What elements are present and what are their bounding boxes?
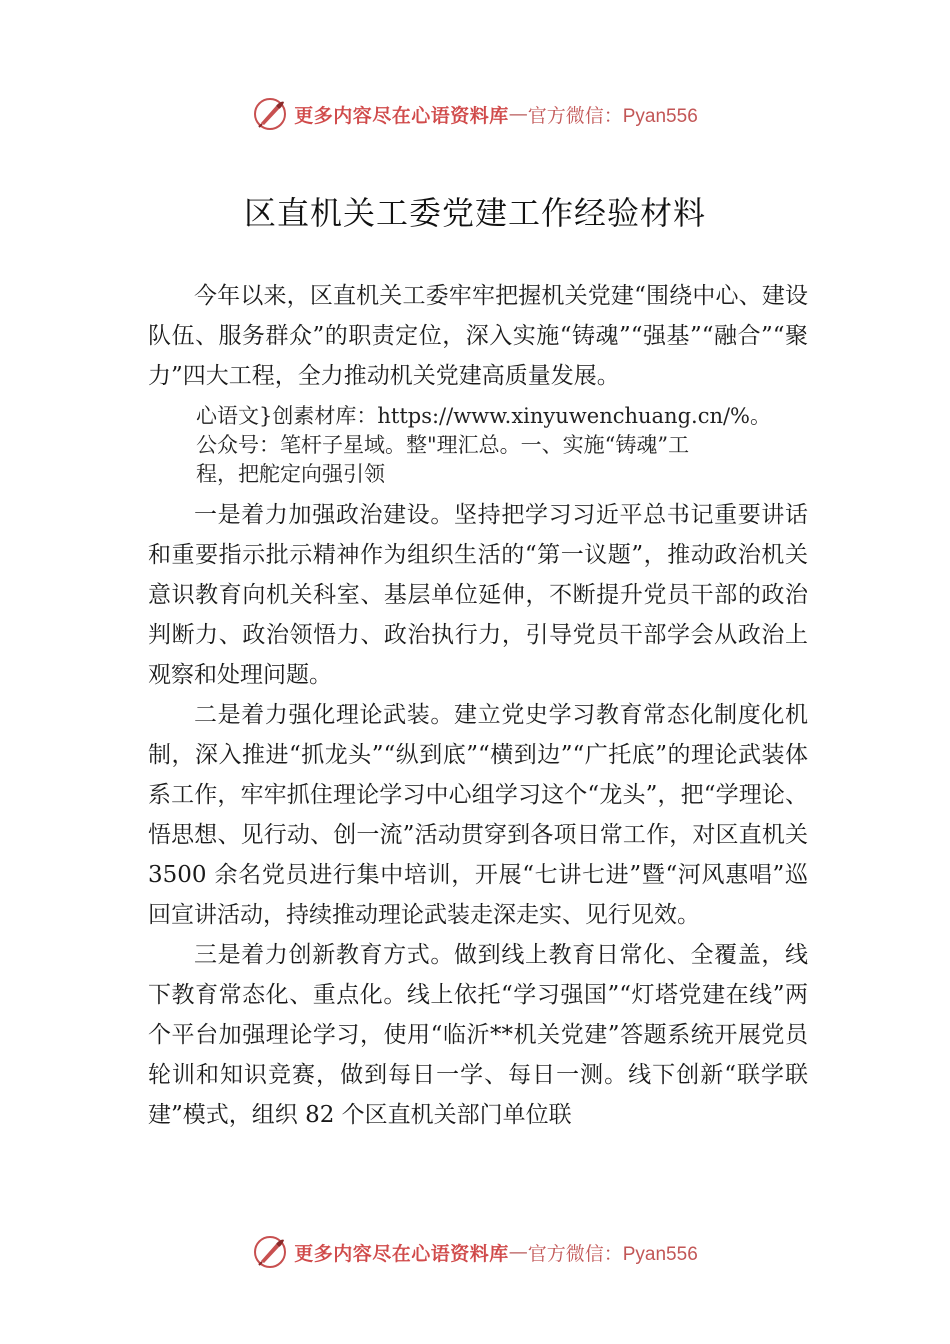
source-note: [196, 402, 808, 489]
document-body: [148, 276, 808, 1135]
banner-text: 更多内容尽在心语资料库: [294, 1242, 509, 1265]
quill-pen-seal-icon: [252, 96, 288, 132]
banner-separator: —: [508, 103, 528, 125]
paragraph-1: 一是着力加强政治建设。坚持把学习习近平总书记重要讲话和重要指示批示精神作为组织生活的“第一议题”，推动政治机关意识教育向机关科室、基层单位延伸，不断提升党员干部的政治判断力、政治领悟力、政治执行力，引导党员干部学会从政治上观察和处理问题。: [148, 502, 808, 688]
footer-banner: [0, 1232, 950, 1272]
banner-text: 更多内容尽在心语资料库: [294, 104, 509, 127]
source-note-line: 心语文}创素材库：https://www.xinyuwenchuang.cn/%。: [196, 404, 772, 428]
source-note-line: 程，把舵定向强引领: [196, 462, 385, 486]
document-title: 区直机关工委党建工作经验材料: [243, 194, 706, 232]
banner-contact: 官方微信：Pyan556: [527, 105, 698, 127]
banner-contact: 官方微信：Pyan556: [527, 1243, 698, 1265]
banner-separator: —: [508, 1241, 528, 1263]
quill-pen-seal-icon: [252, 1234, 288, 1270]
header-banner: [0, 94, 950, 134]
paragraph-3: 三是着力创新教育方式。做到线上教育日常化、全覆盖，线下教育常态化、重点化。线上依托“学习强国”“灯塔党建在线”两个平台加强理论学习，使用“临沂**机关党建”答题系统开展党员轮训和知识竞赛，做到每日一学、每日一测。线下创新“联学联建”模式，组织 82 个区直机关部门单位联: [148, 942, 808, 1128]
intro-paragraph: 今年以来，区直机关工委牢牢把握机关党建“围绕中心、建设队伍、服务群众”的职责定位，深入实施“铸魂”“强基”“融合”“聚力”四大工程，全力推动机关党建高质量发展。: [148, 283, 808, 389]
paragraph-2: 二是着力强化理论武装。建立党史学习教育常态化制度化机制，深入推进“抓龙头”“纵到底”“横到边”“广托底”的理论武装体系工作，牢牢抓住理论学习中心组学习这个“龙头”，把“学理论、悟思想、见行动、创一流”活动贯穿到各项日常工作，对区直机关 3500 余名党员进行集中培训，开展“七讲七进”暨“河风惠唱”巡回宣讲活动，持续推动理论武装走深走实、见行见效。: [148, 702, 808, 928]
source-note-line: 公众号：笔杆子星域。整"理汇总。一、实施“铸魂”工: [196, 433, 690, 457]
